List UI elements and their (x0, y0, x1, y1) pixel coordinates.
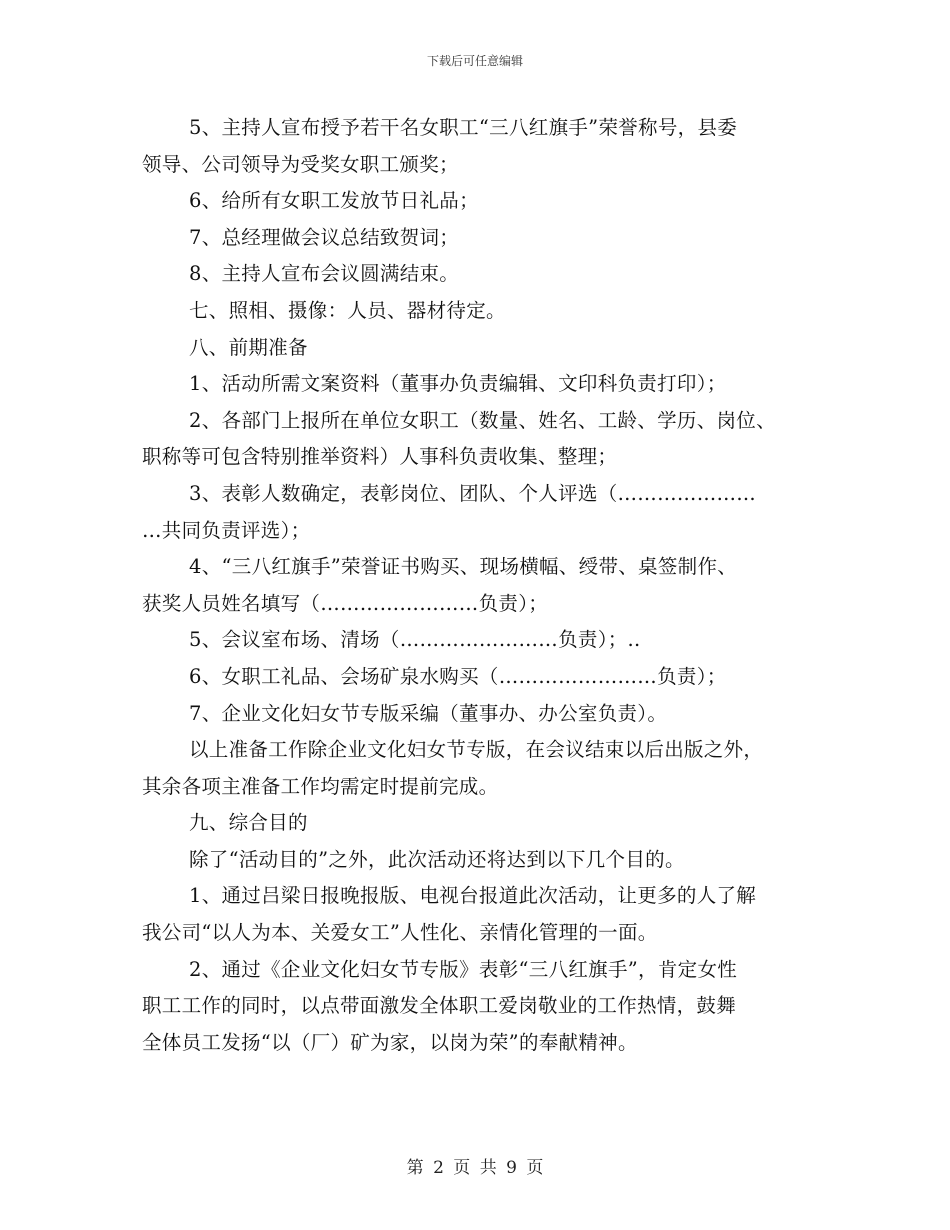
paragraph-line: 8、主持人宣布会议圆满结束。 (189, 262, 460, 286)
paragraph-line: 领导、公司领导为受奖女职工颁奖； (142, 152, 459, 176)
paragraph-line: 5、主持人宣布授予若干名女职工“三八红旗手”荣誉称号，县委 (189, 116, 738, 139)
paragraph-line: 7、企业文化妇女节专版采编（董事办、办公室负责）。 (189, 701, 668, 725)
section-heading: 七、照相、摄像：人员、器材待定。 (189, 298, 506, 322)
paragraph-line: 5、会议室布场、清场（……………………负责）；.. (189, 628, 641, 652)
paragraph-line: 7、总经理做会议总结致贺词； (189, 225, 460, 249)
document-body (142, 110, 832, 1061)
paragraph-line: 全体员工发扬“以（厂）矿为家，以岗为荣”的奉献精神。 (142, 1030, 638, 1054)
paragraph-line: …共同负责评选）； (142, 518, 311, 542)
section-heading: 九、综合目的 (189, 811, 308, 835)
paragraph-line: 职称等可包含特别推举资料）人事科负责收集、整理； (142, 445, 618, 469)
paragraph-line: 1、活动所需文案资料（董事办负责编辑、文印科负责打印）； (189, 372, 727, 396)
page-header: 下载后可任意编辑 (426, 54, 523, 68)
section-heading: 八、前期准备 (189, 335, 308, 359)
page-number-footer: 第 2 页 共 9 页 (406, 1158, 544, 1178)
paragraph-line: 我公司“以人为本、关爱女工”人性化、亲情化管理的一面。 (142, 921, 658, 945)
paragraph-line: 1、通过吕梁日报晚报版、电视台报道此次活动，让更多的人了解 (189, 884, 757, 908)
paragraph-line: 除了“活动目的”之外，此次活动还将达到以下几个目的。 (189, 847, 685, 871)
paragraph-line: 6、给所有女职工发放节日礼品； (189, 189, 479, 213)
paragraph-line: 其余各项主准备工作均需定时提前完成。 (142, 774, 499, 798)
paragraph-line: 2、通过《企业文化妇女节专版》表彰“三八红旗手”，肯定女性 (189, 957, 738, 981)
paragraph-line: 以上准备工作除企业文化妇女节专版，在会议结束以后出版之外， (189, 738, 764, 762)
paragraph-line: 获奖人员姓名填写（……………………负责）； (142, 591, 549, 615)
paragraph-line: 2、各部门上报所在单位女职工（数量、姓名、工龄、学历、岗位、 (189, 408, 776, 432)
paragraph-line: 4、“三八红旗手”荣誉证书购买、现场横幅、绶带、桌签制作、 (189, 555, 738, 579)
paragraph-line: 职工工作的同时，以点带面激发全体职工爱岗敬业的工作热情，鼓舞 (142, 994, 737, 1018)
paragraph-line: 6、女职工礼品、会场矿泉水购买（……………………负责）； (189, 664, 727, 688)
paragraph-line: 3、表彰人数确定，表彰岗位、团队、个人评选（………………… (189, 481, 757, 505)
